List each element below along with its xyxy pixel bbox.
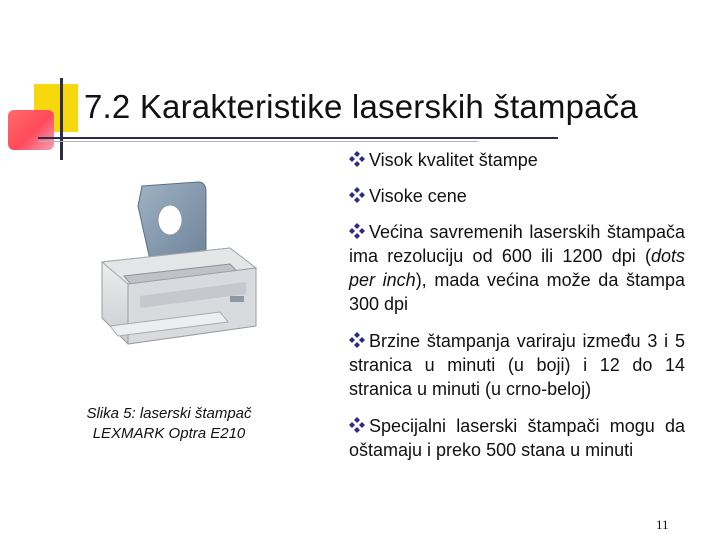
bullet-text: Većina savremenih laserskih štampača ima rezoluciju od 600 ili 1200 dpi ( [349,222,685,266]
image-caption [60,404,278,444]
bullet-text: Visoke cene [369,186,467,206]
bullet-item [349,414,685,462]
title-underline [38,137,558,139]
page-number: 11 [656,517,669,532]
diamond-bullet-icon [349,417,365,433]
bullet-item [349,184,685,208]
printer-image [80,176,270,366]
bullet-text: ), mada većina može da štampa 300 dpi [349,270,685,314]
slide-title: 7.2 Karakteristike laserskih štampača [84,88,638,125]
caption-line-2: LEXMARK Optra E210 [92,425,246,442]
caption-line-1: Slika 5: laserski štampač [86,405,252,422]
bullet-item [349,329,685,401]
diamond-bullet-icon [349,223,365,239]
bullet-item [349,148,685,172]
diamond-bullet-icon [349,187,365,203]
title-underline-shadow [38,141,478,142]
bullet-text: Brzine štampanja variraju između 3 i 5 stranica u minuti (u boji) i 12 do 14 stranica u minuti (u crno-beloj) [349,331,685,399]
bullet-text-italic: dots per inch [349,246,685,290]
diamond-bullet-icon [349,332,365,348]
decor-vertical-line [60,78,63,160]
bullet-list [349,148,685,462]
bullet-text: Visok kvalitet štampe [369,150,538,170]
diamond-bullet-icon [349,151,365,167]
bullet-item [349,220,685,316]
decor-red-square [8,110,54,150]
bullet-text: Specijalni laserski štampači mogu da oštamaju i preko 500 stana u minuti [349,416,685,460]
